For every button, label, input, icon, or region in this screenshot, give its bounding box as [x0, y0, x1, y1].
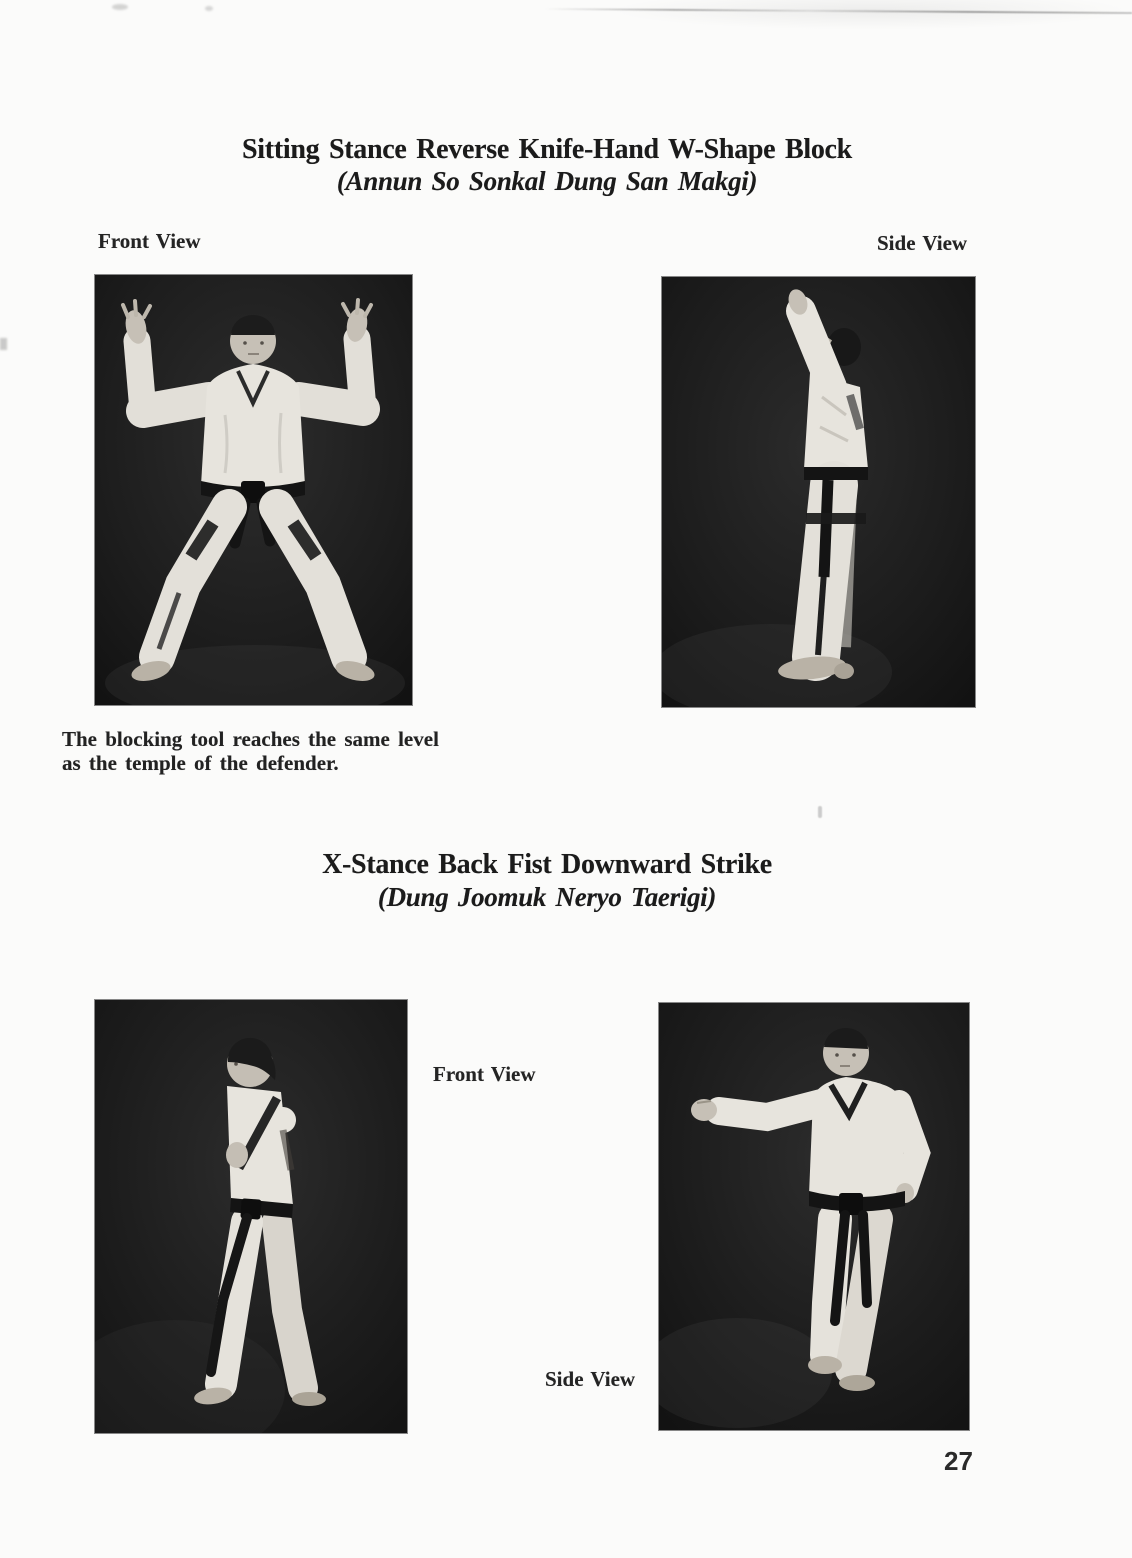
scan-speck	[818, 806, 822, 818]
scan-smudge	[610, 0, 1130, 30]
scan-speck	[205, 6, 213, 11]
caption-line: as the temple of the defender.	[62, 751, 339, 775]
page-number: 27	[944, 1446, 973, 1476]
figure-extended-arm	[691, 1099, 821, 1121]
section1-caption	[62, 727, 439, 775]
martial-artist-wblock-front-figure	[95, 275, 412, 705]
photo-section2-left	[95, 1000, 407, 1433]
section1-side-view-label: Side View	[877, 231, 968, 255]
figure-torso	[201, 364, 305, 491]
photo-section1-front-view	[95, 275, 412, 705]
martial-artist-xstance-profile-figure	[95, 1000, 407, 1433]
martial-artist-backfist-front-figure	[659, 1003, 969, 1430]
figure-torso	[809, 1077, 917, 1203]
figure-torso	[804, 373, 868, 469]
section2-title: X-Stance Back Fist Downward Strike	[322, 849, 772, 880]
section2-subtitle: (Dung Joomuk Neryo Taerigi)	[377, 882, 717, 912]
scan-artifact-line	[545, 8, 1132, 14]
martial-artist-wblock-side-figure	[662, 277, 975, 707]
scan-edge-mark	[0, 338, 7, 350]
photo-section2-right	[659, 1003, 969, 1430]
photo-section1-side-view	[662, 277, 975, 707]
figure-head	[823, 1028, 869, 1076]
caption-line: The blocking tool reaches the same level	[62, 727, 439, 751]
section1-title: Sitting Stance Reverse Knife-Hand W-Shape Block	[242, 134, 852, 165]
figure-head	[230, 315, 276, 364]
section2-front-view-label: Front View	[433, 1062, 536, 1086]
section2-side-view-label: Side View	[545, 1367, 636, 1391]
section1-subtitle: (Annun So Sonkal Dung San Makgi)	[336, 166, 758, 196]
section1-front-view-label: Front View	[98, 229, 201, 253]
scan-speck	[112, 4, 128, 10]
